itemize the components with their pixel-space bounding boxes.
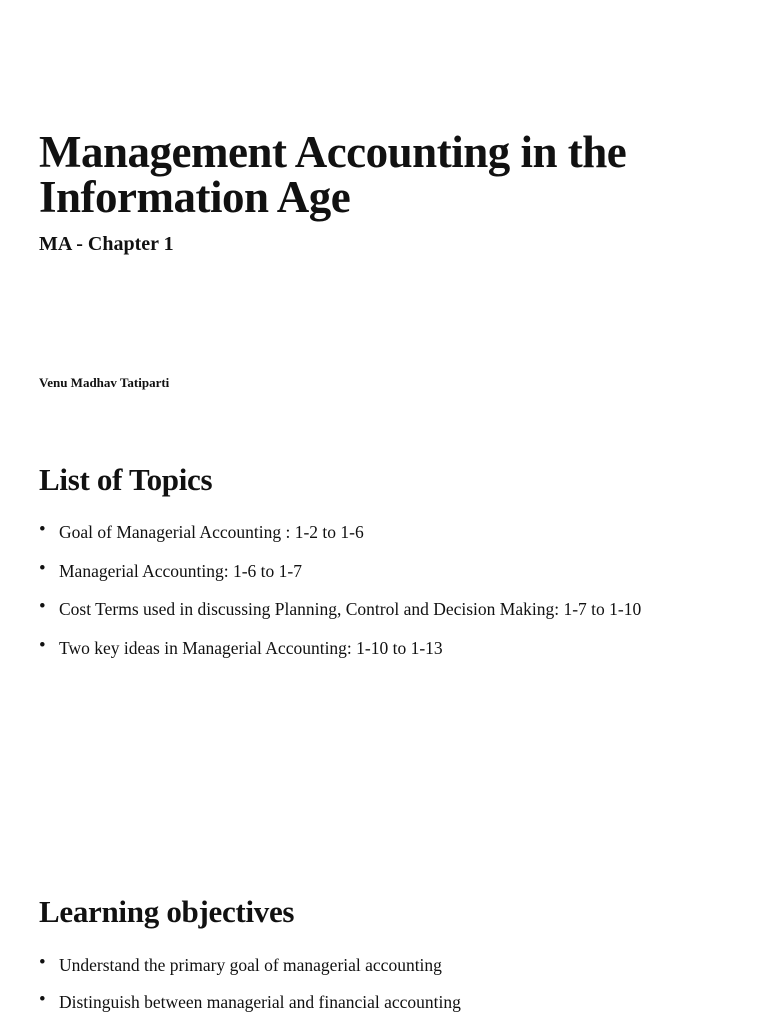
objectives-list	[39, 954, 739, 1028]
bullet-icon: •	[39, 952, 46, 973]
bullet-icon: •	[39, 635, 46, 657]
topic-text: Managerial Accounting: 1-6 to 1-7	[59, 560, 302, 581]
list-item	[39, 521, 739, 560]
topics-list	[39, 521, 739, 676]
chapter-subtitle: MA - Chapter 1	[39, 233, 174, 255]
bullet-icon: •	[39, 557, 46, 579]
list-item	[39, 991, 739, 1028]
topic-text: Goal of Managerial Accounting : 1-2 to 1-6	[59, 522, 364, 542]
objective-text: Understand the primary goal of managerial accounting	[59, 955, 442, 975]
objectives-heading: Learning objectives	[39, 894, 295, 929]
bullet-icon: •	[39, 989, 46, 1010]
page-title: Management Accounting in the Information Age	[39, 127, 627, 222]
list-item	[39, 598, 739, 637]
topic-text: Cost Terms used in discussing Planning, Control and Decision Making: 1-7 to 1-10	[59, 599, 642, 620]
list-item	[39, 557, 739, 599]
author-name: Venu Madhav Tatiparti	[39, 375, 170, 390]
list-item	[39, 637, 739, 676]
topics-heading: List of Topics	[39, 462, 213, 497]
list-item	[39, 954, 739, 991]
bullet-icon: •	[39, 596, 46, 618]
objective-text: Distinguish between managerial and financial accounting	[59, 992, 461, 1012]
bullet-icon: •	[39, 519, 46, 540]
topic-text: Two key ideas in Managerial Accounting: 1-10 to 1-13	[59, 638, 443, 659]
